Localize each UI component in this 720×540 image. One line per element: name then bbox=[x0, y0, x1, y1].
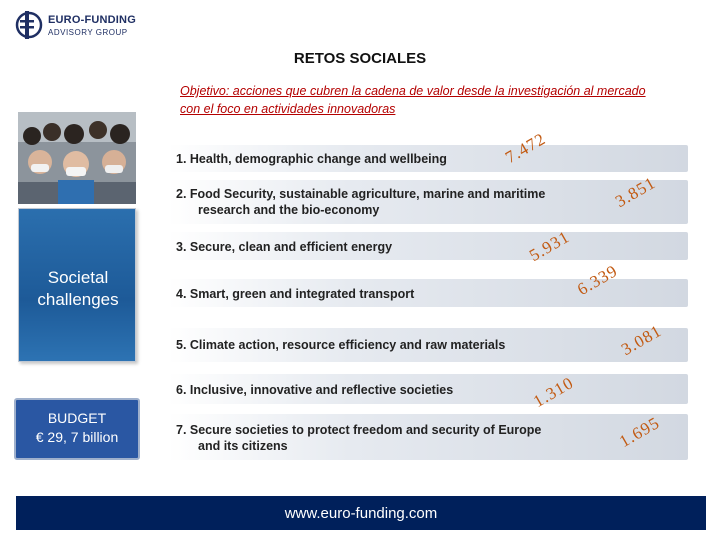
budget-box bbox=[14, 398, 140, 460]
societal-challenges-label: Societal challenges bbox=[37, 268, 119, 309]
societal-challenges-box bbox=[18, 208, 136, 362]
challenge-3-label: 3. Secure, clean and efficient energy bbox=[176, 240, 393, 254]
challenge-1-amount: 7.472 bbox=[502, 129, 549, 168]
footer-website-link[interactable]: www.euro-funding.com bbox=[284, 505, 438, 522]
challenge-7-amount: 1.695 bbox=[616, 413, 663, 452]
crowd-photo bbox=[18, 112, 136, 204]
challenge-6-label: 6. Inclusive, innovative and reflective societies bbox=[176, 383, 454, 397]
challenge-4-amount: 6.339 bbox=[574, 261, 621, 300]
challenge-5-amount: 3.081 bbox=[618, 321, 665, 360]
challenge-bar-7 bbox=[168, 414, 688, 460]
challenge-2-label-line2: research and the bio-economy bbox=[198, 203, 380, 217]
challenge-1-label: 1. Health, demographic change and wellbeing bbox=[176, 152, 447, 166]
challenge-bar-5 bbox=[168, 328, 688, 362]
budget-value: € 29, 7 billion bbox=[35, 429, 119, 445]
logo-name: EURO-FUNDING bbox=[48, 14, 136, 26]
challenge-4-label: 4. Smart, green and integrated transport bbox=[176, 287, 415, 301]
challenge-6-amount: 1.310 bbox=[530, 373, 577, 412]
challenge-bar-1 bbox=[168, 145, 688, 172]
budget-label: BUDGET bbox=[47, 410, 107, 426]
challenge-2-label-line1: 2. Food Security, sustainable agriculture, marine and maritime bbox=[176, 187, 546, 201]
footer-bar bbox=[16, 496, 706, 530]
page-title: RETOS SOCIALES bbox=[293, 50, 427, 67]
challenge-3-amount: 5.931 bbox=[526, 227, 573, 266]
objective-text: Objetivo: acciones que cubren la cadena de valor desde la investigación al mercado con el foco en actividades innovadoras bbox=[180, 84, 646, 116]
challenge-5-label: 5. Climate action, resource efficiency and raw materials bbox=[176, 338, 506, 352]
challenge-7-label-line2: and its citizens bbox=[198, 439, 288, 453]
challenge-2-amount: 3.851 bbox=[612, 173, 659, 212]
company-logo bbox=[14, 8, 144, 42]
challenge-bar-3 bbox=[168, 232, 688, 260]
euro-funding-logo-icon bbox=[14, 8, 44, 42]
challenge-bar-2 bbox=[168, 180, 688, 224]
logo-tagline: ADVISORY GROUP bbox=[48, 28, 128, 37]
challenge-bar-6 bbox=[168, 374, 688, 404]
challenge-7-label-line1: 7. Secure societies to protect freedom and security of Europe bbox=[176, 423, 542, 437]
